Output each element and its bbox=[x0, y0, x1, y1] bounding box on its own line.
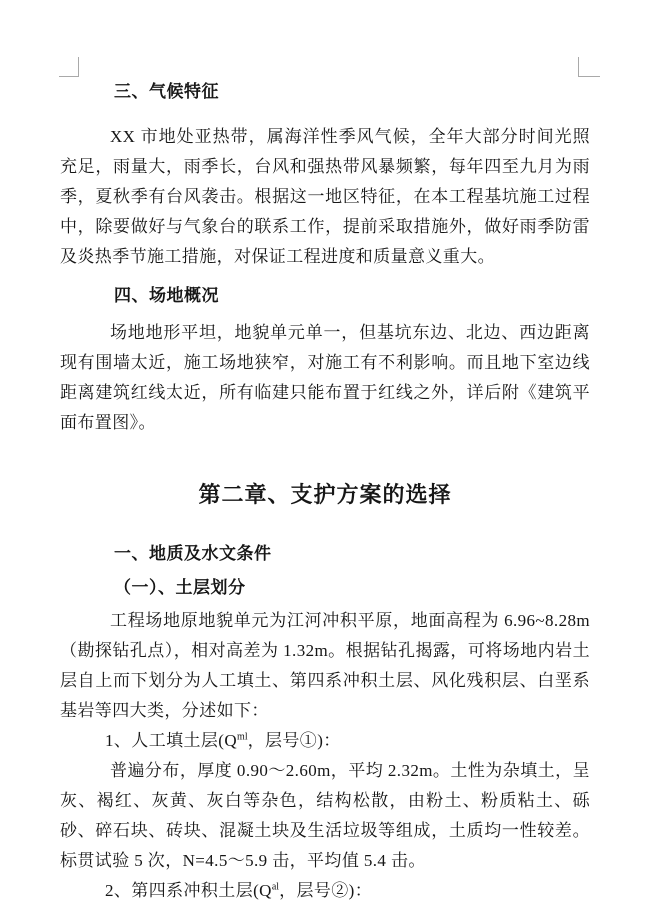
layer1-label-prefix: 1、人工填土层(Q bbox=[105, 731, 238, 750]
section-heading-site: 四、场地概况 bbox=[114, 286, 219, 305]
paragraph-soil-intro: 工程场地原地貌单元为江河冲积平原，地面高程为 6.96~8.28m（勘探钻孔点），相对高差为 1.32m。根据钻孔揭露，可将场地内岩土层自上而下划分为人工填土、第四系冲积土层、风化残积层、白垩系基岩等四大类，分述如下： bbox=[60, 611, 590, 720]
chapter-title: 第二章、支护方案的选择 bbox=[198, 482, 452, 507]
section-heading-geology: 一、地质及水文条件 bbox=[114, 544, 272, 563]
section-heading-climate: 三、气候特征 bbox=[114, 82, 219, 101]
subsection-heading-soil-division: （一）、土层划分 bbox=[114, 578, 246, 597]
layer2-label bbox=[60, 876, 590, 906]
layer1-label-suffix: ，层号①)： bbox=[247, 731, 341, 750]
layer1-label bbox=[60, 726, 590, 756]
paragraph-layer1-description: 普遍分布，厚度 0.90～2.60m，平均 2.32m。土性为杂填土，呈灰、褐红、灰黄、灰白等杂色，结构松散，由粉土、粉质粘土、砾砂、碎石块、砖块、混凝土块及生活垃圾等组成，土质均一性较差。标贯试验 5 次，N=4.5～5.9 击，平均值 5.4 击。 bbox=[60, 761, 590, 870]
layer2-label-prefix: 2、第四系冲积土层(Q bbox=[105, 881, 272, 900]
layer2-label-suffix: ，层号②)： bbox=[279, 881, 373, 900]
layer1-label-superscript: ml bbox=[237, 731, 248, 743]
paragraph-site: 场地地形平坦，地貌单元单一，但基坑东边、北边、西边距离现有围墙太近，施工场地狭窄，对施工有不利影响。而且地下室边线距离建筑红线太近，所有临建只能布置于红线之外，详后附《建筑平面布置图》。 bbox=[60, 323, 590, 432]
paragraph-climate: XX 市地处亚热带，属海洋性季风气候，全年大部分时间光照充足，雨量大，雨季长，台风和强热带风暴频繁，每年四至九月为雨季，夏秋季有台风袭击。根据这一地区特征，在本工程基坑施工过程中，除要做好与气象台的联系工作，提前采取措施外，做好雨季防雷及炎热季节施工措施，对保证工程进度和质量意义重大。 bbox=[60, 127, 590, 266]
layer2-label-superscript: al bbox=[271, 881, 280, 893]
